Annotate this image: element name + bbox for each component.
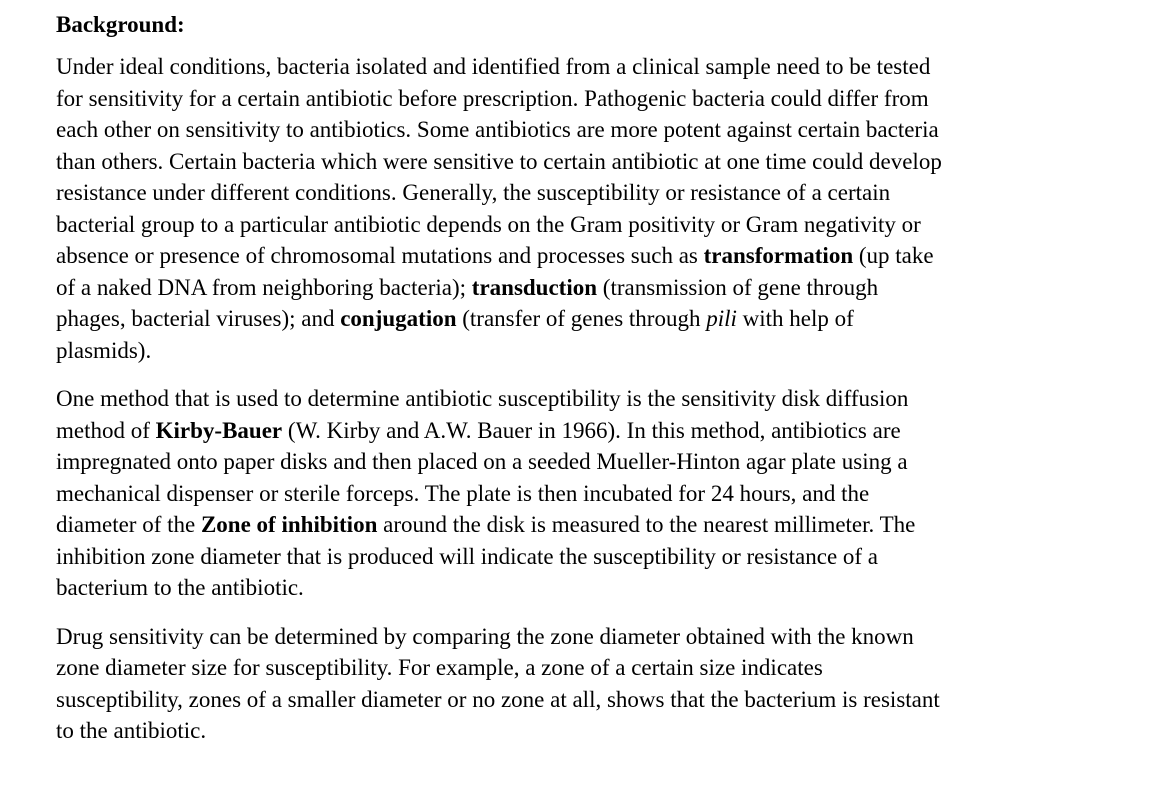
section-heading: Background: — [56, 12, 185, 37]
text-line: susceptibility, zones of a smaller diameter or no zone at all, shows that the bacterium is resistant — [56, 686, 940, 712]
text-run: of a naked DNA from neighboring bacteria); — [56, 274, 472, 300]
term-conjugation: conjugation — [340, 306, 457, 331]
text-line: than others. Certain bacteria which were sensitive to certain antibiotic at one time could develop — [56, 148, 942, 174]
text-run: (transmission of gene through — [597, 274, 879, 300]
text-line: bacterium to the antibiotic. — [56, 575, 304, 600]
text-run: phages, bacterial viruses); and — [56, 306, 341, 331]
term-transduction: transduction — [471, 274, 598, 300]
document-page — [56, 8, 1146, 764]
term-pili: pili — [706, 306, 737, 331]
text-line — [56, 272, 1146, 304]
text-line — [56, 240, 1146, 272]
text-line: inhibition zone diameter that is produced will indicate the susceptibility or resistance of a — [56, 543, 879, 569]
text-line: each other on sensitivity to antibiotics. Some antibiotics are more potent against certain bacteria — [56, 117, 939, 142]
text-run: absence or presence of chromosomal mutations and processes such as — [56, 243, 704, 268]
text-line: Under ideal conditions, bacteria isolated and identified from a clinical sample need to be tested — [56, 54, 931, 79]
text-line: plasmids). — [56, 337, 152, 363]
paragraph-kirby-bauer-method — [56, 383, 1146, 604]
text-line: resistance under different conditions. Generally, the susceptibility or resistance of a certain — [56, 180, 891, 205]
term-kirby-bauer: Kirby-Bauer — [155, 417, 283, 443]
text-run: with help of — [736, 306, 854, 331]
text-line: Drug sensitivity can be determined by comparing the zone diameter obtained with the known — [56, 623, 914, 649]
text-line: One method that is used to determine antibiotic susceptibility is the sensitivity disk diffusion — [56, 386, 909, 411]
text-run: diameter of the — [56, 512, 201, 537]
text-run: (transfer of genes through — [456, 306, 707, 331]
text-line: for sensitivity for a certain antibiotic before prescription. Pathogenic bacteria could differ from — [56, 85, 929, 111]
text-run: (up take — [853, 243, 934, 268]
text-run: method of — [56, 417, 156, 443]
text-line: zone diameter size for susceptibility. For example, a zone of a certain size indicates — [56, 655, 823, 680]
text-run: (W. Kirby and A.W. Bauer in 1966). In this method, antibiotics are — [282, 417, 901, 443]
term-zone-of-inhibition: Zone of inhibition — [200, 512, 378, 537]
text-line: to the antibiotic. — [56, 718, 207, 743]
term-transformation: transformation — [703, 243, 854, 268]
paragraph-drug-sensitivity — [56, 621, 1146, 747]
text-line: impregnated onto paper disks and then placed on a seeded Mueller-Hinton agar plate using a — [56, 449, 908, 474]
text-line: mechanical dispenser or sterile forceps. The plate is then incubated for 24 hours, and the — [56, 480, 870, 506]
paragraph-bacterial-resistance — [56, 51, 1146, 366]
text-line — [56, 303, 1146, 335]
text-line — [56, 509, 1146, 541]
text-run: around the disk is measured to the nearest millimeter. The — [377, 512, 916, 537]
text-line — [56, 415, 1146, 447]
text-line: bacterial group to a particular antibiotic depends on the Gram positivity or Gram negativity or — [56, 211, 921, 237]
